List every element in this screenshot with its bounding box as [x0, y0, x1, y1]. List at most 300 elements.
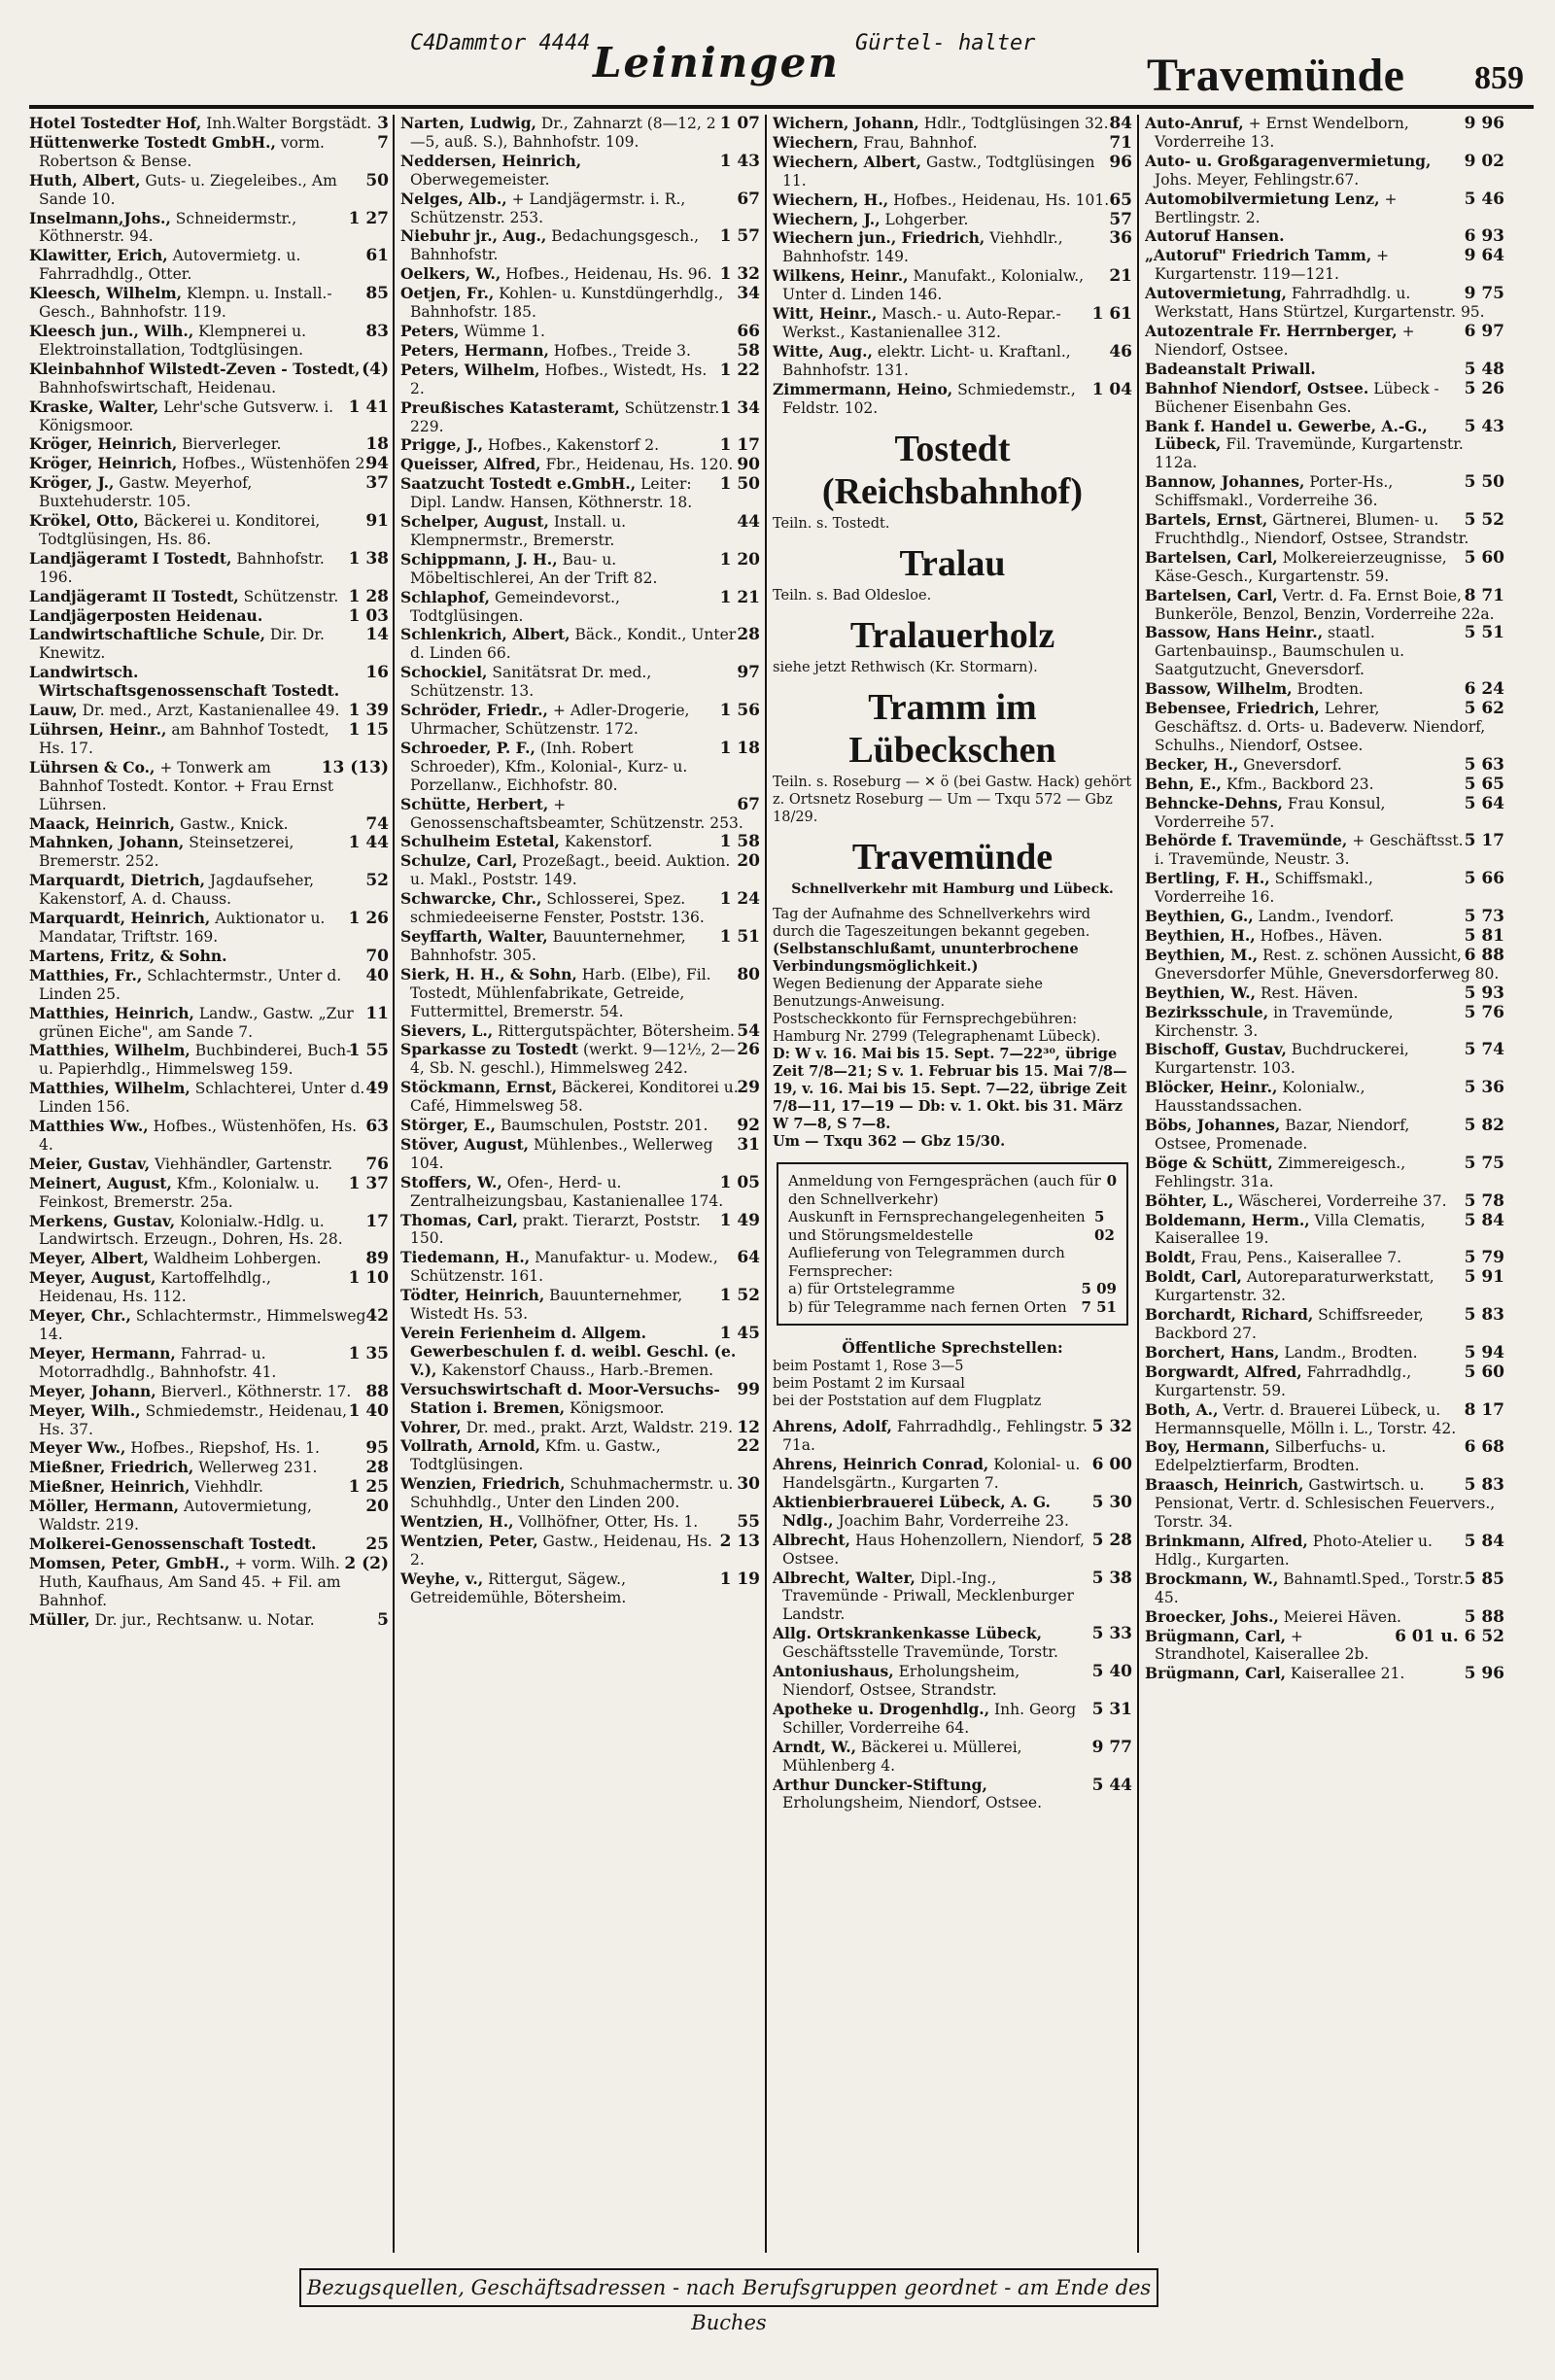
entry-name: Borchardt, Richard, [1145, 1305, 1314, 1325]
header-rule [29, 105, 1534, 109]
phone-number: 5 60 [1464, 1362, 1504, 1382]
phone-number: 1 43 [719, 151, 760, 171]
entry-name: Stöver, August, [400, 1134, 530, 1154]
directory-entry [29, 1611, 389, 1630]
directory-entry [1145, 1570, 1504, 1607]
section-subtitle: Schnellverkehr mit Hamburg und Lübeck. [791, 880, 1114, 897]
phone-number: 1 03 [348, 605, 389, 626]
entry-details: Rittergut, Sägew., Getreidemühle, Bötersheim. [410, 1569, 627, 1606]
phone-number: 5 51 [1464, 623, 1504, 643]
entry-details: Gemeindevorst., Todtglüsingen. [410, 588, 620, 625]
phone-number: 5 44 [1091, 1775, 1132, 1795]
entry-details: Auktionator u. Mandatar, Triftstr. 169. [39, 910, 326, 946]
entry-details: Kfm., Backbord 23. [1226, 775, 1374, 793]
directory-entry [29, 1042, 389, 1079]
phone-number: 28 [365, 1458, 389, 1478]
entry-details: Kolonial- u. Handelsgärtn., Kurgarten 7. [782, 1456, 1081, 1493]
entry-details: Dipl.-Ing., Travemünde - Priwall, Mecklenburger Landstr. [782, 1569, 1074, 1624]
phone-number: 1 55 [348, 1041, 389, 1061]
directory-entry [29, 474, 389, 511]
directory-entry [773, 381, 1132, 418]
entry-name: Landwirtschaftliche Schule, [29, 625, 265, 644]
entry-name: Boy, Hermann, [1145, 1437, 1270, 1457]
entry-name: Autoruf Hansen. [1145, 226, 1285, 246]
directory-entry [400, 796, 760, 833]
entry-details: Bahnhofstr. 196. [39, 549, 325, 586]
entry-name: Huth, Albert, [29, 170, 141, 190]
entry-details: Landm., Brodten. [1284, 1343, 1418, 1362]
directory-entry [400, 1041, 760, 1078]
phone-number: 3 [377, 115, 389, 133]
entry-details: Bäck., Kondit., Unter d. Linden 66. [410, 626, 737, 663]
phone-number: 42 [365, 1306, 389, 1327]
entry-details: Dr. med., prakt. Arzt, Waldstr. 219. [466, 1418, 734, 1436]
phone-number: 70 [365, 946, 389, 966]
entry-details: Hofbes., Treide 3. [553, 341, 691, 360]
phone-number: 5 28 [1091, 1530, 1132, 1550]
entry-details: Bau- u. Möbeltischlerei, An der Trift 82. [410, 550, 658, 587]
entry-details: Gneversdorf. [1243, 755, 1342, 774]
entry-details: + Ernst Wendelborn, Vorderreihe 13. [1155, 115, 1409, 151]
directory-entry [1145, 756, 1504, 775]
directory-entry [1145, 153, 1504, 190]
entry-name: Landjägerposten Heidenau. [29, 605, 263, 625]
phone-number: 1 04 [1091, 379, 1132, 399]
directory-entry [29, 1345, 389, 1382]
entry-name: Meier, Gustav, [29, 1154, 151, 1173]
column-divider [1137, 115, 1139, 2253]
entry-details: Rest. z. schönen Aussicht, Gneversdorfer Mühle, Gneversdorferweg 80. [1155, 946, 1500, 983]
directory-entry [773, 1663, 1132, 1700]
directory-entry [400, 852, 760, 889]
entry-name: Sparkasse zu Tostedt [400, 1040, 579, 1059]
brand-logo: Leiningen [593, 39, 840, 86]
directory-entry [1145, 680, 1504, 699]
directory-entry [400, 589, 760, 626]
entry-details: Geschäftsstelle Travemünde, Torstr. [782, 1643, 1058, 1662]
phone-number: 95 [365, 1438, 389, 1459]
box-row [788, 1298, 1117, 1317]
entry-details: Jagdaufseher, Kakenstorf, A. d. Chauss. [39, 872, 315, 909]
entry-name: Stoffers, W., [400, 1172, 502, 1191]
phone-number: 1 52 [719, 1286, 760, 1306]
entry-name: Arndt, W., [773, 1737, 857, 1756]
entry-name: Brügmann, Carl, [1145, 1664, 1286, 1683]
entry-details: Autoreparaturwerkstatt, Kurgartenstr. 32. [1155, 1268, 1434, 1305]
entry-name: Matthies, Heinrich, [29, 1003, 194, 1022]
entry-name: Kröger, J., [29, 473, 115, 493]
phone-number: 1 22 [719, 360, 760, 380]
entry-name: Peters, Hermann, [400, 340, 549, 360]
entry-details: Schlachtermstr., Himmelsweg 14. [39, 1307, 366, 1343]
phone-number: 1 40 [348, 1400, 389, 1421]
directory-entry [1145, 1628, 1504, 1665]
entry-name: Brinkmann, Alfred, [1145, 1531, 1308, 1550]
section-title-tramm: Tramm im Lübeckschen [848, 686, 1056, 771]
directory-entry [29, 1213, 389, 1250]
entry-name: Vohrer, [400, 1417, 462, 1436]
directory-entry [1145, 1041, 1504, 1078]
entry-details: Dr. med., Arzt, Kastanienallee 49. [82, 702, 340, 720]
phone-number: 76 [365, 1154, 389, 1174]
phone-number: 5 32 [1091, 1417, 1132, 1437]
phone-number: 58 [737, 340, 760, 361]
entry-name: Preußisches Katasteramt, [400, 397, 620, 417]
directory-entry [400, 1022, 760, 1041]
directory-entry [1145, 1363, 1504, 1400]
entry-name: Hüttenwerke Tostedt GmbH., [29, 132, 276, 152]
entry-name: Badeanstalt Priwall. [1145, 359, 1316, 378]
phone-number: 88 [365, 1381, 389, 1401]
entry-details: Gastw. Meyerhof, Buxtehuderstr. 105. [39, 474, 253, 511]
entry-details: Ofen-, Herd- u. Zentralheizungsbau, Kastanienallee 174. [410, 1173, 724, 1210]
phone-number: 1 45 [719, 1324, 760, 1343]
directory-entry [29, 607, 389, 626]
directory-entry [400, 436, 760, 455]
phone-number: 1 35 [348, 1343, 389, 1363]
entry-name: Tödter, Heinrich, [400, 1286, 545, 1305]
directory-entry [1145, 1192, 1504, 1211]
directory-entry [29, 1005, 389, 1042]
phone-number: 84 [1109, 115, 1132, 133]
box-row-label: Anmeldung von Ferngesprächen (auch für den Schnellverkehr) [788, 1172, 1101, 1208]
phone-number: 50 [365, 170, 389, 190]
directory-entry [400, 664, 760, 701]
phone-number: 6 97 [1464, 321, 1504, 341]
phone-number: 9 77 [1091, 1737, 1132, 1757]
directory-entry [1145, 361, 1504, 379]
entry-name: Peters, [400, 321, 460, 340]
entry-name: Merkens, Gustav, [29, 1211, 176, 1230]
entry-details: + Geschäftsst. i. Travemünde, Neustr. 3. [1155, 832, 1464, 869]
phone-number: (4) [362, 359, 389, 379]
phone-number: 1 28 [348, 586, 389, 606]
sprechstelle-line: bei der Poststation auf dem Flugplatz [773, 1394, 1042, 1410]
phone-number: 1 05 [719, 1172, 760, 1192]
entry-name: Meyer, Chr., [29, 1306, 131, 1326]
entry-details: Kaiserallee 21. [1290, 1665, 1405, 1683]
directory-entry [400, 153, 760, 190]
directory-entry [29, 398, 389, 435]
entry-name: Marquardt, Dietrich, [29, 871, 205, 890]
phone-number: 5 82 [1464, 1116, 1504, 1136]
sprechstelle-line: beim Postamt 2 im Kursaal [773, 1376, 965, 1393]
entry-name: Schroeder, P. F., [400, 738, 536, 757]
entry-name: Brügmann, Carl, [1145, 1626, 1286, 1645]
directory-entry [400, 1174, 760, 1211]
phone-number: 13 (13) [321, 757, 389, 777]
phone-number: 5 26 [1464, 378, 1504, 398]
entry-name: Sierk, H. H., & Sohn, [400, 964, 577, 983]
entry-name: Störger, E., [400, 1116, 496, 1135]
entry-details: Gastw., Heidenau, Hs. 2. [410, 1532, 712, 1569]
phone-number: 49 [365, 1079, 389, 1099]
entry-name: Bezirksschule, [1145, 1002, 1269, 1021]
directory-entry [29, 815, 389, 834]
entry-name: Borchert, Hans, [1145, 1342, 1280, 1362]
directory-entry [29, 1307, 389, 1344]
entry-name: Bassow, Hans Heinr., [1145, 623, 1324, 642]
phone-number: 74 [365, 813, 389, 834]
entry-details: Schmiedemstr., Feldstr. 102. [782, 380, 1076, 417]
stamp-left: C4Dammtor 4444 [410, 31, 591, 55]
phone-number: 5 52 [1464, 510, 1504, 531]
entry-name: Matthies, Wilhelm, [29, 1041, 190, 1060]
directory-entry [400, 399, 760, 436]
entry-details: + Adler-Drogerie, Uhrmacher, Schützenstr. 172. [410, 702, 690, 738]
box-row [788, 1208, 1117, 1244]
entry-name: Bertling, F. H., [1145, 869, 1270, 888]
directory-entry [400, 342, 760, 361]
directory-entry [1145, 115, 1504, 152]
entry-name: Böge & Schütt, [1145, 1153, 1273, 1172]
phone-number: 9 75 [1464, 284, 1504, 304]
directory-entry [1145, 511, 1504, 548]
phone-number: 1 07 [719, 115, 760, 133]
directory-entry [773, 115, 1132, 133]
entry-name: Saatzucht Tostedt e.GmbH., [400, 474, 637, 494]
entry-name: „Autoruf" Friedrich Tamm, [1145, 246, 1372, 265]
entry-name: Meyer, Wilh., [29, 1400, 141, 1420]
entry-name: Schockiel, [400, 663, 488, 682]
entry-name: Lührsen, Heinr., [29, 720, 167, 739]
column-3-entries [773, 115, 1132, 418]
phone-number: 5 48 [1464, 359, 1504, 379]
entry-details: Wäscherei, Vorderreihe 37. [1238, 1191, 1447, 1210]
directory-entry [1145, 795, 1504, 832]
entry-name: Meyer, Albert, [29, 1249, 150, 1268]
directory-entry [1145, 1401, 1504, 1438]
phone-number: 5 78 [1464, 1190, 1504, 1211]
entry-name: Autovermietung, [1145, 284, 1287, 303]
entry-details: Schiffsreeder, Backbord 27. [1155, 1306, 1424, 1342]
phone-number: 1 20 [719, 549, 760, 569]
directory-entry [29, 1498, 389, 1535]
entry-details: Bedachungsgesch., Bahnhofstr. [410, 227, 700, 264]
directory-entry [773, 1532, 1132, 1569]
directory-entry [400, 1513, 760, 1532]
entry-details: Erholungsheim, Niendorf, Ostsee. [782, 1794, 1042, 1812]
directory-entry [29, 759, 389, 814]
entry-details: Hofbes., Häven. [1260, 926, 1383, 945]
directory-entry [1145, 1155, 1504, 1191]
entry-details: Wellerweg 231. [198, 1459, 318, 1477]
directory-entry [400, 626, 760, 663]
directory-entry [1145, 1344, 1504, 1362]
phone-number: 2 (2) [344, 1553, 389, 1573]
entry-details: Gärtnerei, Blumen- u. Fruchthdlg., Niendorf, Ostsee, Strandstr. [1155, 511, 1469, 547]
entry-details: + Kurgartenstr. 119—121. [1155, 247, 1390, 284]
entry-name: Thomas, Carl, [400, 1210, 518, 1229]
directory-entry [1145, 1608, 1504, 1627]
entry-name: Auto-Anruf, [1145, 115, 1244, 132]
phone-number: 5 38 [1091, 1568, 1132, 1588]
entry-name: Prigge, J., [400, 435, 483, 455]
entry-details: Schützenstr. [243, 587, 339, 605]
directory-entry [1145, 984, 1504, 1003]
phone-number: 5 65 [1464, 774, 1504, 794]
phone-number: 7 [377, 132, 389, 153]
entry-details: Zimmereigesch., Fehlingstr. 31a. [1155, 1154, 1406, 1190]
directory-entry [29, 435, 389, 454]
directory-entry [773, 134, 1132, 153]
phone-number: 28 [737, 625, 760, 645]
entry-name: Böhter, L., [1145, 1190, 1234, 1210]
entry-details: Fahrradhdlg. u. Werkstatt, Hans Stürtzel, Kurgartenstr. 95. [1155, 285, 1485, 322]
entry-details: Kakenstorf Chauss., Harb.-Bremen. [441, 1361, 714, 1379]
column-divider [393, 115, 395, 2253]
directory-entry [29, 626, 389, 663]
directory-entry [29, 1439, 389, 1458]
phone-number: 66 [737, 321, 760, 341]
entry-name: Schulze, Carl, [400, 851, 518, 871]
entry-name: Apotheke u. Drogenhdlg., [773, 1699, 990, 1718]
directory-entry [29, 1402, 389, 1439]
phone-number: 1 32 [719, 264, 760, 285]
directory-entry [29, 512, 389, 549]
phone-number: 5 84 [1464, 1210, 1504, 1230]
entry-name: Antoniushaus, [773, 1662, 894, 1681]
entry-details: Kolonialw.-Hdlg. u. Landwirtsch. Erzeugn., Dohren, Hs. 28. [39, 1212, 343, 1249]
service-numbers-box [777, 1162, 1128, 1326]
entry-details: Königsmoor. [570, 1398, 665, 1417]
phone-number: 54 [737, 1020, 760, 1041]
phone-number: 64 [737, 1248, 760, 1268]
phone-number: 6 00 [1091, 1455, 1132, 1475]
entry-details: Fahrradhdlg., Fehlingstr. 71a. [782, 1418, 1088, 1455]
directory-entry [1145, 473, 1504, 510]
phone-number: 67 [737, 189, 760, 209]
entry-name: Krökel, Otto, [29, 511, 139, 531]
directory-entry [1145, 1079, 1504, 1116]
directory-entry [1145, 908, 1504, 926]
phone-number: 5 91 [1464, 1267, 1504, 1288]
entry-details: Schuhmachermstr. u. Schuhhdlg., Unter den Linden 200. [410, 1475, 734, 1512]
entry-details: Viehhändler, Gartenstr. [155, 1155, 333, 1173]
box-row-label: Auflieferung von Telegrammen durch Fernsprecher: [788, 1244, 1065, 1280]
entry-name: Schlenkrich, Albert, [400, 625, 570, 644]
entry-name: Klawitter, Erich, [29, 246, 168, 265]
directory-entry [1145, 418, 1504, 473]
directory-entry [400, 1475, 760, 1512]
entry-details: Guts- u. Ziegeleibes., Am Sande 10. [39, 171, 337, 208]
column-2 [400, 115, 760, 2258]
phone-number: 85 [365, 284, 389, 304]
entry-name: Behn, E., [1145, 774, 1222, 793]
entry-name: Seyffarth, Walter, [400, 926, 548, 946]
entry-name: Landjägeramt I Tostedt, [29, 548, 232, 568]
phone-number: 57 [1109, 209, 1132, 229]
entry-name: Kröger, Heinrich, [29, 434, 178, 454]
entry-details: vorm. Robertson & Bense. [39, 133, 325, 170]
entry-name: Albrecht, [773, 1530, 851, 1549]
phone-number: 14 [365, 625, 389, 645]
entry-details: Kfm. u. Gastw., Todtglüsingen. [410, 1437, 661, 1474]
entry-details: Oberwegemeister. [410, 170, 550, 189]
phone-number: 80 [737, 964, 760, 984]
entry-details: Schiffsmakl., Vorderreihe 16. [1155, 870, 1373, 907]
entry-details: Fahrradhdlg., Kurgartenstr. 59. [1155, 1362, 1412, 1399]
directory-entry [1145, 1268, 1504, 1305]
section-title-tostedt: Tostedt (Reichsbahnhof) [821, 428, 1084, 512]
directory-entry [773, 191, 1132, 210]
section-note: siehe jetzt Rethwisch (Kr. Stormarn). [773, 659, 1038, 675]
directory-entry [400, 1419, 760, 1437]
phone-number: 1 57 [719, 226, 760, 247]
entry-details: Schützenstr. 229. [410, 398, 720, 435]
entry-name: Möller, Hermann, [29, 1497, 180, 1516]
entry-name: Beythien, H., [1145, 925, 1256, 945]
entry-name: Versuchswirtschaft d. Moor-Versuchs-Station i. Bremen, [400, 1379, 720, 1417]
directory-entry [29, 361, 389, 397]
entry-details: Bahnamtl.Sped., Torstr. 45. [1155, 1569, 1465, 1606]
info-paragraph: (Selbstanschlußamt, ununterbrochene Verbindungsmöglichkeit.) [773, 941, 1079, 976]
entry-name: Nelges, Alb., [400, 189, 507, 208]
phone-number: 1 24 [719, 889, 760, 910]
entry-name: Meyer, Johann, [29, 1381, 156, 1400]
entry-details: Lehrer, Geschäftsz. d. Orts- u. Badeverw. Niendorf, Schulhs., Niendorf, Ostsee. [1155, 700, 1486, 754]
directory-entry [1145, 700, 1504, 755]
entry-name: Böbs, Johannes, [1145, 1116, 1281, 1135]
phone-number: 90 [737, 455, 760, 475]
phone-number: 2 13 [719, 1531, 760, 1551]
entry-details: Brodten. [1296, 680, 1364, 699]
directory-entry [1145, 1117, 1504, 1154]
phone-number: 22 [737, 1436, 760, 1457]
entry-details: Inh.Walter Borgstädt. [206, 115, 372, 132]
entry-name: Meyer Ww., [29, 1438, 126, 1458]
entry-details: + Tonwerk am Bahnhof Tostedt. Kontor. + Frau Ernst Lührsen. [39, 758, 334, 813]
directory-entry [400, 227, 760, 264]
entry-name: Borgwardt, Alfred, [1145, 1362, 1302, 1381]
section-note: Teiln. s. Bad Oldesloe. [773, 587, 932, 604]
entry-details: + Strandhotel, Kaiserallee 2b. [1155, 1627, 1369, 1664]
directory-entry [29, 134, 389, 171]
phone-number: 5 76 [1464, 1002, 1504, 1022]
entry-details: Lübeck - Büchener Eisenbahn Ges. [1155, 379, 1439, 416]
directory-entry [29, 247, 389, 284]
entry-details: Silberfuchs- u. Edelpelztierfarm, Brodten. [1155, 1438, 1387, 1475]
box-row-label: Auskunft in Fernsprechangelegenheiten und Störungsmeldestelle [788, 1208, 1086, 1244]
entry-name: Narten, Ludwig, [400, 115, 536, 132]
directory-entry [773, 1776, 1132, 1813]
directory-entry [29, 1535, 389, 1554]
entry-details: prakt. Tierarzt, Poststr. 150. [410, 1211, 701, 1248]
phone-number: 1 61 [1091, 304, 1132, 325]
entry-name: Allg. Ortskrankenkasse Lübeck, [773, 1624, 1043, 1643]
entry-name: Bahnhof Niendorf, Ostsee. [1145, 378, 1369, 397]
entry-details: Bauunternehmer, Bahnhofstr. 305. [410, 927, 686, 964]
directory-entry [773, 1494, 1132, 1531]
column-4 [1145, 115, 1504, 2258]
phone-number: 5 36 [1464, 1078, 1504, 1098]
phone-number: 5 40 [1091, 1662, 1132, 1682]
phone-number: 63 [365, 1117, 389, 1137]
directory-entry [29, 1080, 389, 1117]
entry-details: Schlachtermstr., Unter d. Linden 25. [39, 966, 342, 1003]
entry-details: Bazar, Niendorf, Ostsee, Promenade. [1155, 1117, 1410, 1153]
phone-number: 9 64 [1464, 246, 1504, 266]
entry-name: Tiedemann, H., [400, 1248, 531, 1267]
entry-name: Schütte, Herbert, [400, 794, 549, 813]
entry-name: Wenzien, Friedrich, [400, 1474, 566, 1494]
phone-number: 55 [737, 1512, 760, 1533]
phone-number: 5 79 [1464, 1248, 1504, 1268]
stamp-right: Gürtel- halter [855, 31, 1036, 55]
phone-number: 89 [365, 1249, 389, 1269]
phone-number: 6 93 [1464, 226, 1504, 247]
directory-entry [1145, 1533, 1504, 1569]
